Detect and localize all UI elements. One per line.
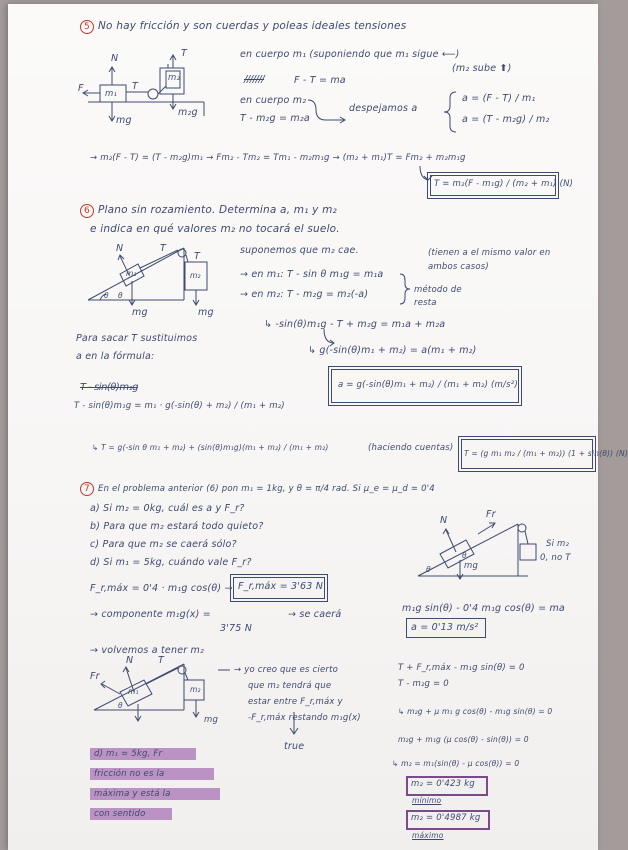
problem-5-number: 5 (80, 20, 94, 34)
label-tension-2: T (181, 48, 188, 59)
label-m1-6: m₁ (126, 269, 137, 278)
problem-7-fr: F_r,máx = 0'4 · m₁g cos(θ) → (90, 583, 233, 594)
label-tension-7b: T (158, 655, 165, 666)
label-force: F (78, 83, 84, 94)
problem-5-result: T = m₂(F - m₁g) / (m₂ + m₁) (N) (434, 179, 574, 189)
problem-6-t-result: T = (g m₁ m₂ / (m₁ + m₂)) (1 + sin(θ)) (N) (464, 449, 628, 458)
problem-5-eq-m2: T - m₂g = m₂a (240, 113, 310, 124)
label-friction-7b: Fr (90, 671, 100, 682)
problem-7-m2-min: m₂ = 0'423 kg (411, 779, 475, 789)
problem-6-assumption: suponemos que m₂ cae. (240, 245, 359, 256)
label-normal: N (111, 53, 119, 64)
label-tension-6: T (160, 243, 167, 254)
problem-6-resta: ↳ -sin(θ)m₁g - T + m₂g = m₁a + m₂a (264, 319, 446, 330)
problem-5-a1: a = (F - T) / m₁ (462, 93, 536, 104)
problem-5-assumption-2: (m₂ sube ⬆) (452, 63, 512, 74)
label-m1: m₁ (105, 89, 118, 99)
label-theta-7a: θ (462, 551, 467, 560)
problem-7-sim1: T + F_r,máx - m₁g sin(θ) = 0 (398, 663, 525, 673)
problem-7-fr-result: F_r,máx = 3'63 N (238, 581, 324, 592)
problem-7-component: → componente m₁g(x) = (90, 609, 211, 620)
label-tension: T (132, 81, 139, 92)
highlight-text-2: fricción no es la (94, 769, 165, 779)
problem-7-sim5: ↳ m₂ = m₁(sin(θ) - μ cos(θ)) = 0 (392, 759, 520, 768)
problem-6-metodo: método de resta (414, 285, 462, 308)
problem-7-sim4: m₂g + m₁g (μ cos(θ) - sin(θ)) = 0 (398, 735, 529, 744)
problem-5-derivation: → m₂(F - T) = (T - m₂g)m₁ → Fm₂ - Tm₂ = Tm₁ - m₂m₁g → (m₂ + m₁)T = Fm₂ + m₂m₁g (90, 153, 466, 163)
problem-6-para-t2: a en la fórmula: (76, 351, 155, 362)
problem-7-creo2: que m₂ tendrá que (248, 681, 332, 691)
label-theta-6: θ (118, 291, 123, 300)
problem-6-eq-m2: → en m₂: T - m₂g = m₂(-a) (240, 289, 369, 300)
problem-6-eq-m1: → en m₁: T - sin θ m₁g = m₁a (240, 269, 384, 280)
problem-7-sim3: ↳ m₂g + μ m₁ g cos(θ) - m₁g sin(θ) = 0 (398, 707, 553, 716)
problem-6-t-eq2: ↳ T = g(-sin θ m₁ + m₂) + (sin(θ)m₁g)(m₁ + m₂) / (m₁ + m₂) (92, 443, 329, 452)
problem-7-a-result: a = 0'13 m/s² (411, 622, 479, 633)
problem-7-eq-right: m₁g sin(θ) - 0'4 m₁g cos(θ) = ma (402, 603, 565, 614)
label-theta-6b: θ (104, 291, 109, 300)
problem-7-creo4: -F_r,máx restando m₁g(x) (248, 713, 361, 723)
label-weight-7a: mg (464, 561, 479, 571)
label-weight-7b: mg (204, 715, 219, 725)
problem-7-side2: 0, no T (540, 553, 571, 563)
label-weight-6b: mg (198, 307, 214, 318)
problem-5-eq-m1: F - T = ma (294, 75, 346, 86)
problem-5-despejamos: despejamos a (349, 103, 418, 114)
problem-7-volvemos: → volvemos a tener m₂ (90, 645, 205, 656)
problem-6-note: (tienen a el mismo valor en ambos casos) (428, 248, 551, 273)
label-tension-6b: T (194, 251, 201, 262)
problem-6-t-eq: T - sin(θ)m₁g = m₁ · g(-sin(θ) + m₂) / (m₁ + m₂) (74, 401, 285, 411)
problem-7-creo3: estar entre F_r,máx y (248, 697, 343, 707)
highlight-text-3: máxima y está la (94, 789, 171, 799)
label-weight-2: m₂g (178, 107, 198, 118)
problem-6-scratch: T - sin(θ)m₁g (80, 382, 138, 393)
problem-5-title-text: No hay fricción y son cuerdas y poleas ideales tensiones (98, 20, 407, 32)
problem-5-eq-label: en cuerpo m₂ (240, 95, 307, 106)
problem-7-creo: → yo creo que es cierto (234, 665, 339, 675)
problem-7-component-val: 3'75 N (220, 623, 253, 634)
problem-6-t-note: (haciendo cuentas) (368, 443, 454, 453)
problem-6-factored: ↳ g(-sin(θ)m₁ + m₂) = a(m₁ + m₂) (308, 345, 477, 356)
label-weight-1: mg (116, 115, 132, 126)
highlight-text-4: con sentido (94, 809, 146, 819)
problem-7-d: d) Si m₁ = 5kg, cuándo vale F_r? (90, 557, 252, 568)
problem-6-para-t: Para sacar T sustituimos (76, 333, 198, 344)
label-m2-7b: m₂ (190, 685, 201, 694)
problem-7-true: true (284, 741, 305, 752)
problem-7-diagram-bottom (8, 4, 598, 850)
problem-5-a2: a = (T - m₂g) / m₂ (462, 114, 550, 125)
problem-7-b: b) Para que m₂ estará todo quieto? (90, 521, 264, 532)
problem-7-m2-max: m₂ = 0'4987 kg (411, 813, 481, 823)
problem-7-max-label: máximo (412, 831, 444, 840)
label-m2-6: m₂ (190, 271, 201, 280)
paper-sheet (8, 4, 628, 850)
label-normal-7a: N (440, 515, 448, 526)
label-weight-6: mg (132, 307, 148, 318)
label-theta-7a2: θ (426, 565, 431, 574)
problem-7-min-label: mínimo (412, 796, 442, 805)
problem-7-a: a) Si m₂ = 0kg, cuál es a y F_r? (90, 503, 245, 514)
scribble: /////// (244, 74, 265, 85)
problem-7-title-text: En el problema anterior (6) pon m₁ = 1kg, y θ = π/4 rad. Si μ_e = μ_d = 0'4 (98, 484, 435, 494)
problem-7-number: 7 (80, 482, 94, 496)
problem-6-title-2: e indica en qué valores m₂ no tocará el suelo. (90, 223, 340, 235)
problem-7-se-caera: → se caerá (288, 609, 342, 620)
highlight-text-1: d) m₁ = 5kg, Fr (94, 749, 163, 759)
label-m2: m₂ (168, 73, 181, 83)
label-normal-6: N (116, 243, 124, 254)
problem-6-a-result: a = g(-sin(θ)m₁ + m₂) / (m₁ + m₂) (m/s²) (338, 380, 518, 390)
problem-6-title-text: Plano sin rozamiento. Determina a, m₁ y m₂ (98, 204, 337, 216)
problem-6-number: 6 (80, 204, 94, 218)
label-friction-7a: Fr (486, 509, 496, 520)
problem-7-c: c) Para que m₂ se caerá sólo? (90, 539, 237, 550)
problem-5-assumption: en cuerpo m₁ (suponiendo que m₁ sigue ⟵) (240, 49, 460, 60)
label-normal-7b: N (126, 655, 134, 666)
problem-7-sim2: T - m₂g = 0 (398, 679, 449, 689)
label-theta-7b: θ (118, 701, 123, 710)
label-m1-7b: m₁ (128, 687, 139, 696)
problem-7-side: Si m₂ (546, 539, 570, 549)
